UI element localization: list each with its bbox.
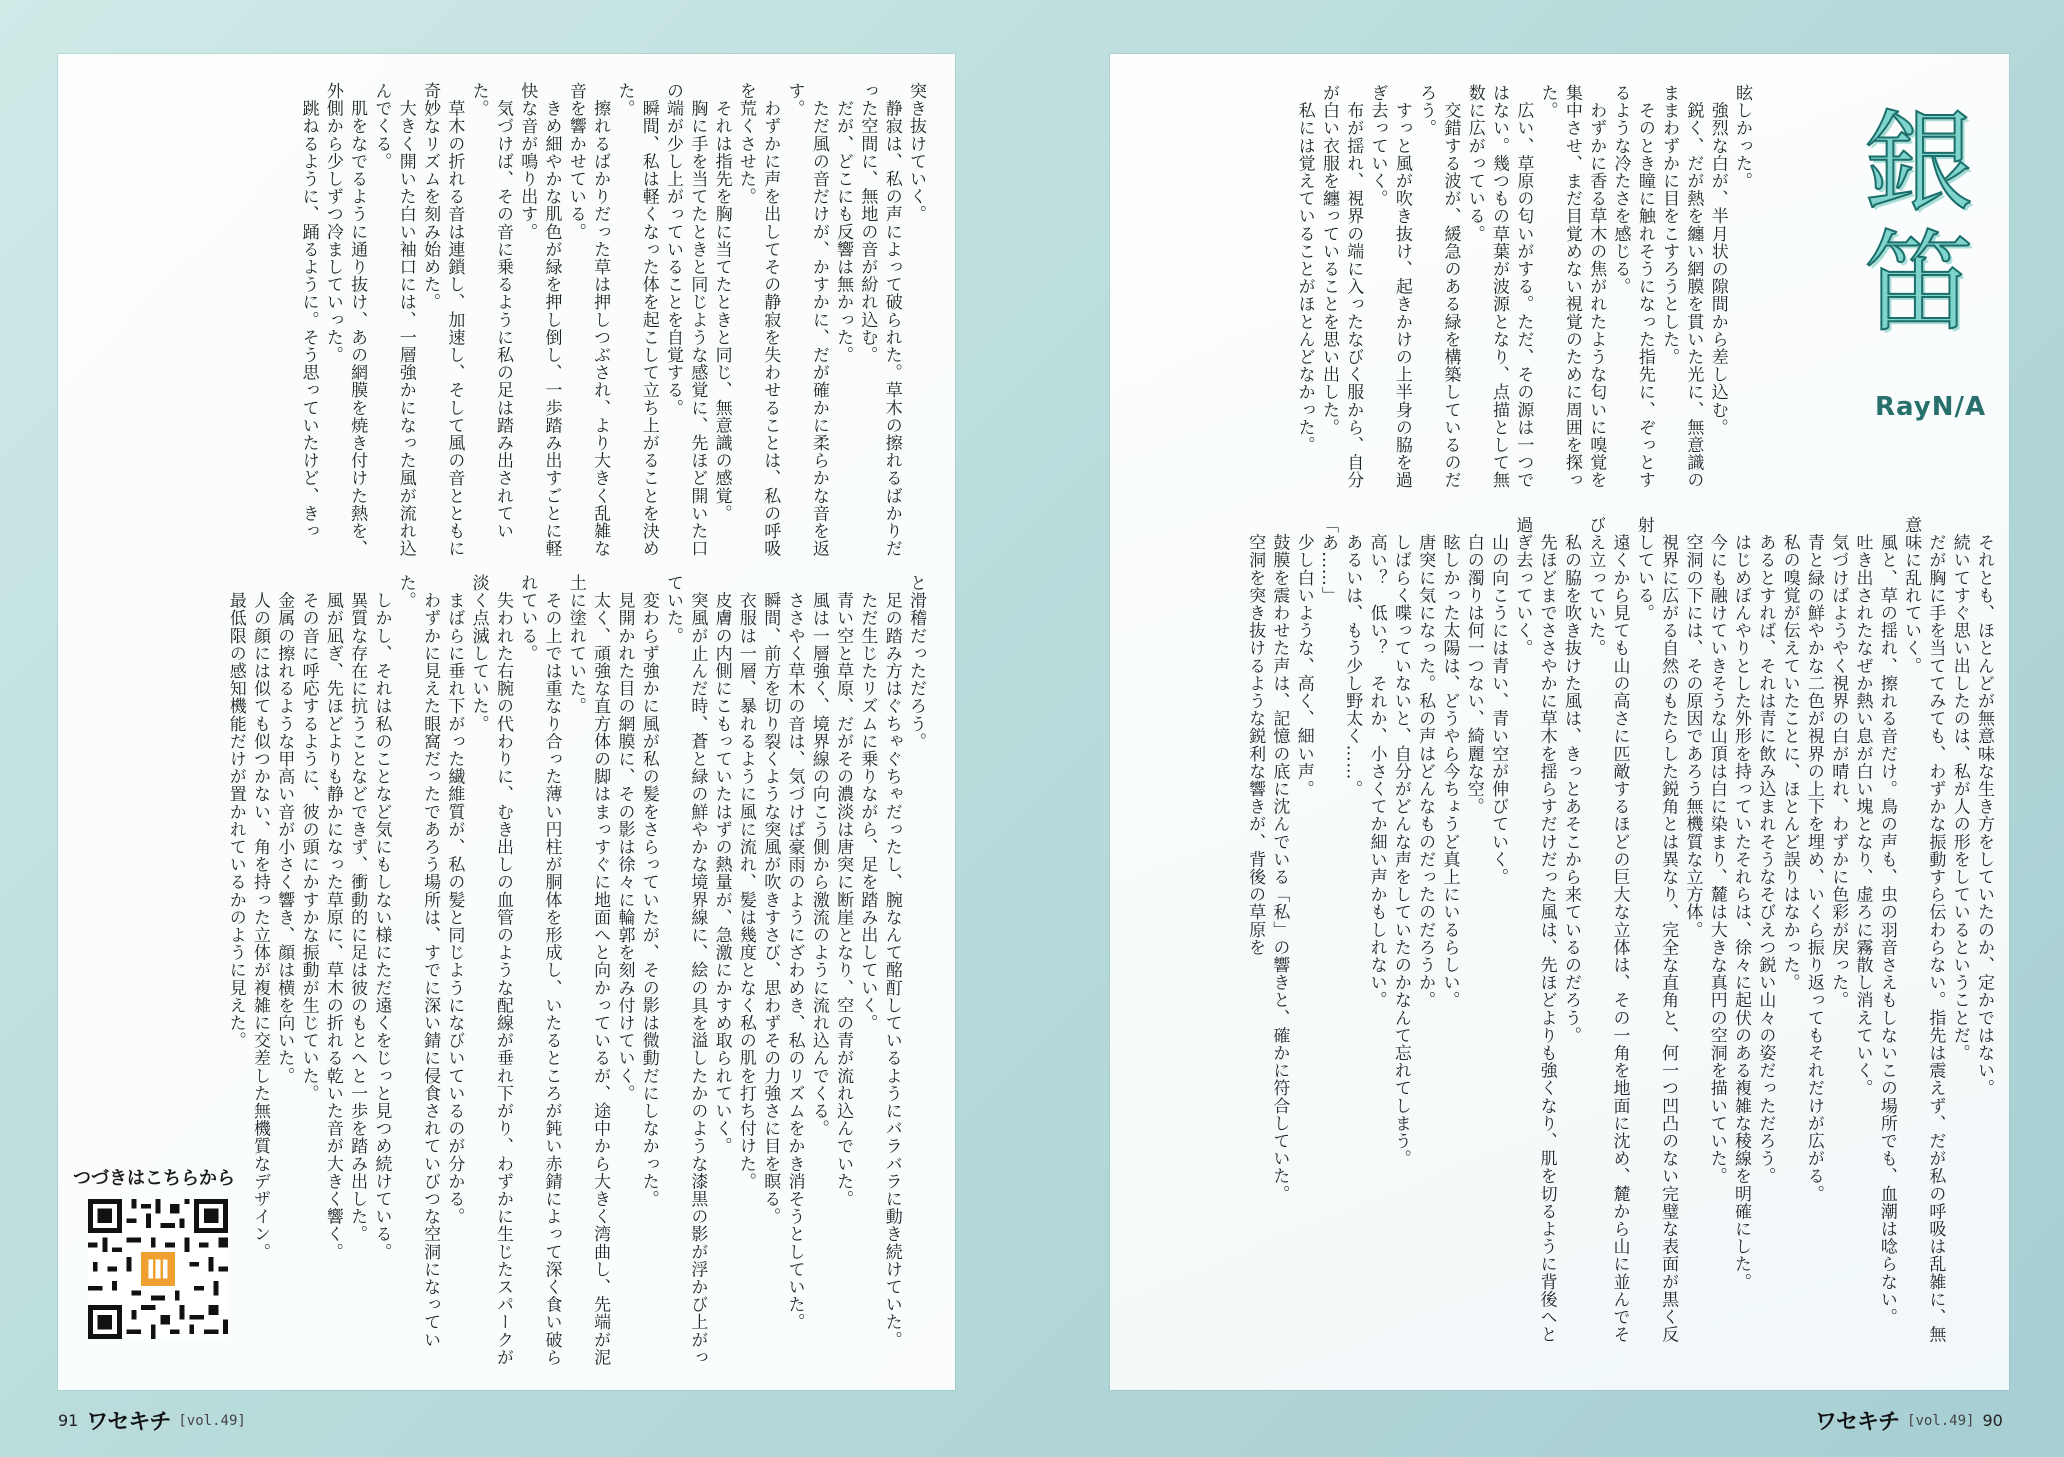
qr-code[interactable] bbox=[88, 1199, 228, 1339]
magazine-volume-right: [vol.49] bbox=[1907, 1412, 1975, 1429]
magazine-volume-left: [vol.49] bbox=[178, 1412, 246, 1429]
magazine-logo-right: ワセキチ bbox=[1815, 1410, 1900, 1435]
story-author: RayN/A bbox=[1875, 392, 1987, 422]
magazine-logo-left: ワセキチ bbox=[86, 1410, 171, 1435]
right-page-panel bbox=[1110, 54, 2009, 1390]
left-page-text-bottom: と滑稽だっただろう。 足の踏み方はぐちゃぐちゃだったし、腕なんて酩酊しているようにバラバラに動き続けていた。 ただ生じたリズムに乗りながら、足を踏み出していく。 青い空と草原、だがその濃淡は唐突に断崖となり、空の青が流れ込んでいた。 風は一層強く、境界線の向こう側から激流のように流れ込んでくる。 ささやく草木の音は、気づけば豪雨のようにざわめき、私のリズムをかき消そうとしていた。 瞬間、前方を切り裂くような突風が吹きすさび、思わずその力強さに目を瞑る。 衣服は一層、暴れるように風に流れ、髪は幾度となく私の肌を打ち付けた。 皮膚の内側にこもっていたはずの熱量が、急激にかすめ取られていく。 突風が止んだ時、蒼と緑の鮮やかな境界線に、絵の具を溢したかのような漆黒の影が浮かび上がっていた。 変わらず強かに風が私の髪をさらっていたが、その影は微動だにしなかった。 見開かれた目の網膜に、その影は徐々に輪郭を刻み付けていく。 太く、頑強な直方体の脚はまっすぐに地面へと向かっているが、途中から大きく湾曲し、先端が泥土に塗れていた。 その上では重なり合った薄い円柱が胴体を形成し、いたるところが鈍い赤錆によって深く食い破られている。 失われた右腕の代わりに、むき出しの血管のような配線が垂れ下がり、わずかに生じたスパークが淡く点滅していた。 まばらに垂れ下がった繊維質が、私の髪と同じようになびいているのが分かる。 わずかに見えた眼窩だったであろう場所は、すでに深い錆に侵食されていびつな空洞になっていた。 しかし、それは私のことなど気にもしない様にただ遠くをじっと見つめ続けている。 異質な存在に抗うことなどできず、衝動的に足は彼のもとへと一歩を踏み出した。 風が凪ぎ、先ほどよりも静かになった草原に、草木の折れる乾いた音が大きく響く。 その音に呼応するように、彼の頭にかすかな振動が生じていた。 金属の擦れるような甲高い音が小さく響き、顔は横を向いた。 人の顔には似ても似つかない、角を持った立体が複雑に交差した無機質なデザイン。 最低限の感知機能だけが置かれているかのように見えた。 bbox=[225, 574, 926, 1366]
page-number-right: 90 bbox=[1982, 1411, 2003, 1430]
footer-left bbox=[58, 1405, 246, 1436]
footer-right bbox=[1815, 1405, 2003, 1436]
page-number-left: 91 bbox=[58, 1411, 79, 1430]
right-page-text-top: 眩しかった。 強烈な白が、半月状の隙間から差し込む。 鋭く、だが熱を纏い網膜を貫いた光に、無意識のままわずかに目をこすろうとした。 そのとき瞳に触れそうになった指先に、ぞっとするような冷たさを感じる。 わずかに香る草木の焦がれたような匂いに嗅覚を集中させ、まだ目覚めない視覚のために周囲を探った。 広い、草原の匂いがする。ただ、その源は一つではない。幾つもの草葉が波源となり、点描として無数に広がっている。 交錯する波が、緩急のある緑を構築しているのだろう。 すっと風が吹き抜け、起きかけの上半身の脇を過ぎ去っていく。 布が揺れ、視界の端に入ったなびく服から、自分が白い衣服を纏っていることを思い出した。 私には覚えていることがほとんどなかった。 bbox=[1294, 84, 1752, 489]
left-page-panel bbox=[58, 54, 955, 1390]
left-page-text-top: 突き抜けていく。 静寂は、私の声によって破られた。草木の擦れるばかりだった空間に、無地の音が紛れ込む。 だが、どこにも反響は無かった。 ただ風の音だけが、かすかに、だが確かに柔らかな音を返す。 わずかに声を出してその静寂を失わせることは、私の呼吸を荒くさせた。 それは指先を胸に当てたときと同じ、無意識の感覚。 胸に手を当てたときと同じような感覚に、先ほど開いた口の端が少し上がっていることを自覚する。 瞬間、私は軽くなった体を起こして立ち上がることを決めた。 擦れるばかりだった草は押しつぶされ、より大きく乱雑な音を響かせている。 きめ細やかな肌色が緑を押し倒し、一歩踏み出すごとに軽快な音が鳴り出す。 気づけば、その音に乗るように私の足は踏み出されていた。 草木の折れる音は連鎖し、加速し、そして風の音とともに奇妙なリズムを刻み始めた。 大きく開いた白い袖口には、一層強かになった風が流れ込んでくる。 肌をなでるように通り抜け、あの網膜を焼き付けた熱を、外側から少しずつ冷ましていった。 跳ねるように、踊るように。そう思っていたけど、きっ bbox=[298, 82, 926, 558]
qr-caption: つづきはこちらから bbox=[73, 1168, 235, 1189]
story-title: 銀笛 bbox=[1846, 104, 1974, 344]
right-page-text-bottom: それとも、ほとんどが無意味な生き方をしていたのか、定かではない。 続いてすぐ思い出したのは、私が人の形をしているということだ。 だが胸に手を当ててみても、わずかな振動すら伝わらない。指先は震えず、だが私の呼吸は乱雑に、無意味に乱れていく。 風と、草の揺れ、擦れる音だけ。鳥の声も、虫の羽音さえもしないこの場所でも、血潮は唸らない。 吐き出されたなぜか熱い息が白い塊となり、虚ろに霧散し消えていく。 気づけばようやく視界の白が晴れ、わずかに色彩が戻った。 青と緑の鮮やかな二色が視界の上下を埋め、いくら振り返ってもそれだけが広がる。 私の嗅覚が伝えていたことに、ほとんど誤りはなかった。 あるとすれば、それは青に飲み込まれそうなそびえつ鋭い山々の姿だっただろう。 はじめぼんやりとした外形を持っていたそれらは、徐々に起伏のある複雑な稜線を明確にした。 今にも融けていきそうな山頂は白に染まり、麓は大きな真円の空洞を描いていた。 空洞の下には、その原因であろう無機質な立方体。 視界に広がる自然のもたらした鋭角とは異なり、完全な直角と、何一つ凹凸のない完璧な表面が黒く反射している。 遠くから見ても山の高さに匹敵するほどの巨大な立体は、その一角を地面に沈め、麓から山に並んでそびえ立っていた。 私の脇を吹き抜けた風は、きっとあそこから来ているのだろう。 先ほどまでささやかに草木を揺らすだけだった風は、先ほどよりも強くなり、肌を切るように背後へと過ぎ去っていく。 山の向こうには青い、青い空が伸びていく。 白の濁りは何一つない、綺麗な空。 眩しかった太陽は、どうやら今ちょうど真上にいるらしい。 唐突に気になった。私の声はどんなものだったのだろうか。 しばらく喋っていないと、自分がどんな声をしていたのかなんて忘れてしまう。 高い？ 低い？ それか、小さくてか細い声かもしれない。 あるいは、もう少し野太く……。 「あ……」 少し白いような、高く、細い声。 鼓膜を震わせた声は、記憶の底に沈んでいる「私」の響きと、確かに符合していた。 空洞を突き抜けるような鋭利な響きが、背後の草原を bbox=[1245, 516, 1994, 1344]
